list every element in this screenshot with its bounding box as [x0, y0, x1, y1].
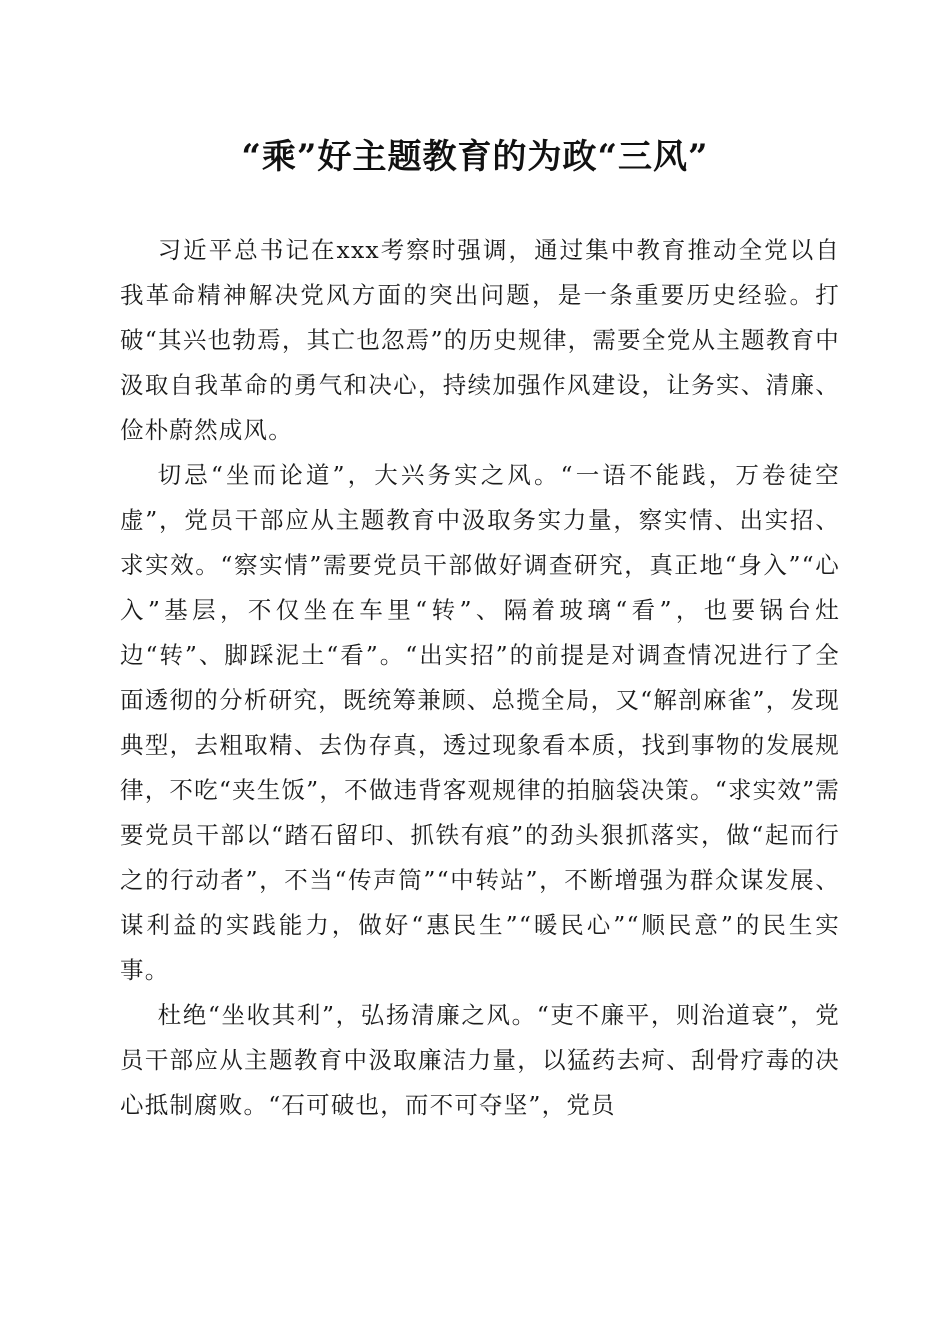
paragraph-pragmatic-style: 切忌“坐而论道”，大兴务实之风。“一语不能践，万卷徒空虚”，党员干部应从主题教育中汲取务实力量，察实情、出实招、求实效。“察实情”需要党员干部做好调查研究，真正地“身入”“心入”基层，不仅坐在车里“转”、隔着玻璃“看”，也要锅台灶边“转”、脚踩泥土“看”。“出实招”的前提是对调查情况进行了全面透彻的分析研究，既统筹兼顾、总揽全局，又“解剖麻雀”，发现典型，去粗取精、去伪存真，透过现象看本质，找到事物的发展规律，不吃“夹生饭”，不做违背客观规律的拍脑袋决策。“求实效”需要党员干部以“踏石留印、抓铁有痕”的劲头狠抓落实，做“起而行之的行动者”，不当“传声筒”“中转站”，不断增强为群众谋发展、谋利益的实践能力，做好“惠民生”“暖民心”“顺民意”的民生实事。 [120, 461, 840, 984]
paragraph-intro: 习近平总书记在xxx考察时强调，通过集中教育推动全党以自我革命精神解决党风方面的突出问题，是一条重要历史经验。打破“其兴也勃焉，其亡也忽焉”的历史规律，需要全党从主题教育中汲取自我革命的勇气和决心，持续加强作风建设，让务实、清廉、俭朴蔚然成风。 [120, 236, 840, 444]
document-title: “乘”好主题教育的为政“三风” [241, 137, 709, 177]
document-body [120, 228, 840, 1128]
paragraph-clean-style: 杜绝“坐收其利”，弘扬清廉之风。“吏不廉平，则治道衰”，党员干部应从主题教育中汲取廉洁力量，以猛药去疴、刮骨疗毒的决心抵制腐败。“石可破也，而不可夺坚”，党员 [120, 1001, 840, 1119]
